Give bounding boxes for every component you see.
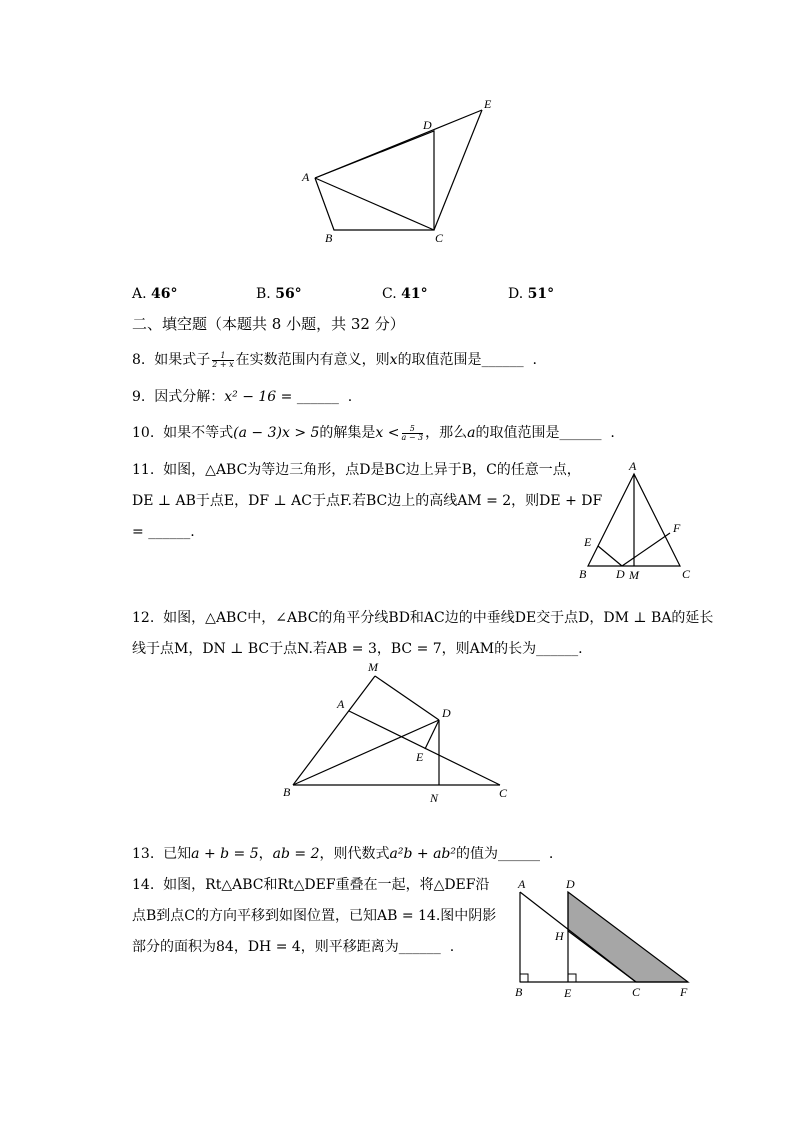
fig12-label-a: A bbox=[337, 697, 345, 711]
answer-blank[interactable]: ______ bbox=[559, 425, 602, 441]
option-value: 51° bbox=[527, 286, 555, 302]
question-number: 9. bbox=[132, 389, 146, 405]
fig12-label-m: M bbox=[368, 660, 378, 674]
fig12-label-n: N bbox=[430, 791, 439, 805]
fig14-label-f: F bbox=[680, 985, 688, 999]
question-number: 13. bbox=[132, 846, 155, 862]
fig11-label-m: M bbox=[629, 568, 639, 582]
question-14-line-2: 点B到点C的方向平移到如图位置，已知AB = 14.图中阴影 bbox=[132, 908, 497, 924]
fraction: $\frac{5}{a - 3}$ bbox=[401, 423, 424, 442]
question-number: 8. bbox=[132, 352, 146, 368]
fig12-label-d: D bbox=[442, 706, 451, 720]
fraction: $\frac{1}{2 + x}$ bbox=[212, 350, 234, 369]
option-letter: C. bbox=[382, 286, 397, 302]
answer-blank[interactable]: ______ bbox=[398, 939, 441, 955]
option-value: 46° bbox=[151, 286, 178, 302]
question-14-line-3: 部分的面积为84，DH = 4，则平移距离为______ . bbox=[132, 939, 455, 955]
fig12-label-c: C bbox=[499, 786, 508, 800]
fig14-label-e: E bbox=[564, 986, 572, 1000]
question-13: 13. 已知a + b = 5，ab = 2，则代数式a²b + ab²的值为______ . bbox=[132, 846, 554, 862]
option-letter: B. bbox=[256, 286, 271, 302]
question-11-line-3: = ______. bbox=[132, 524, 195, 540]
answer-blank[interactable]: ______ bbox=[296, 389, 339, 405]
question-11-line-2: DE ⊥ AB于点E，DF ⊥ AC于点F.若BC边上的高线AM = 2，则DE + DF bbox=[132, 493, 603, 509]
fig7-label-d: D bbox=[423, 118, 432, 132]
fig12-label-e: E bbox=[416, 750, 424, 764]
question-11-line-1: 11. 如图，△ABC为等边三角形，点D是BC边上异于B，C的任意一点， bbox=[132, 462, 581, 478]
fig14-label-h: H bbox=[555, 929, 564, 943]
question-14-line-1: 14. 如图，Rt△ABC和Rt△DEF重叠在一起，将△DEF沿 bbox=[132, 877, 490, 893]
fig11-label-f: F bbox=[673, 521, 681, 535]
fig11-label-a: A bbox=[629, 459, 637, 473]
fig11-label-b: B bbox=[579, 567, 587, 581]
question-10: 10. 如果不等式(a − 3)x > 5的解集是x < $\frac{5}{a - 3}$ ，那么a的取值范围是______ . bbox=[132, 423, 615, 442]
fig14-label-c: C bbox=[632, 985, 641, 999]
question-12-line-1: 12. 如图，△ABC中，∠ABC的角平分线BD和AC边的中垂线DE交于点D，DM ⊥ BA的延长 bbox=[132, 610, 714, 626]
answer-blank[interactable]: ______ bbox=[148, 524, 191, 540]
fig11-label-d: D bbox=[616, 567, 625, 581]
fig7-label-c: C bbox=[435, 231, 444, 245]
question-8: 8. 如果式子 $\frac{1}{2 + x}$ 在实数范围内有意义，则x的取值范围是______ . bbox=[132, 350, 537, 369]
fig11-label-e: E bbox=[584, 535, 592, 549]
question-number: 10. bbox=[132, 425, 155, 441]
answer-blank[interactable]: ______ bbox=[498, 846, 540, 862]
question-12-line-2: 线于点M，DN ⊥ BC于点N.若AB = 3，BC = 7，则AM的长为______. bbox=[132, 641, 583, 657]
answer-blank[interactable]: ______ bbox=[536, 641, 579, 657]
fig7-label-a: A bbox=[302, 170, 310, 184]
option-value: 56° bbox=[275, 286, 302, 302]
question-number: 14. bbox=[132, 877, 155, 893]
fig11-label-c: C bbox=[682, 567, 691, 581]
section-2-title: 二、填空题（本题共 8 小题，共 32 分） bbox=[132, 315, 405, 333]
fig14-label-a: A bbox=[518, 877, 526, 891]
fig12-label-b: B bbox=[283, 785, 291, 799]
fig14-label-b: B bbox=[515, 985, 523, 999]
fig7-label-e: E bbox=[484, 97, 492, 111]
question-number: 12. bbox=[132, 610, 155, 626]
fig7-label-b: B bbox=[325, 231, 333, 245]
question-9: 9. 因式分解：x² − 16 = ______ . bbox=[132, 389, 353, 405]
fig14-label-d: D bbox=[566, 877, 575, 891]
option-letter: A. bbox=[132, 286, 147, 302]
option-letter: D. bbox=[508, 286, 524, 302]
option-value: 41° bbox=[401, 286, 428, 302]
answer-blank[interactable]: ______ bbox=[481, 352, 524, 368]
question-number: 11. bbox=[132, 462, 155, 478]
